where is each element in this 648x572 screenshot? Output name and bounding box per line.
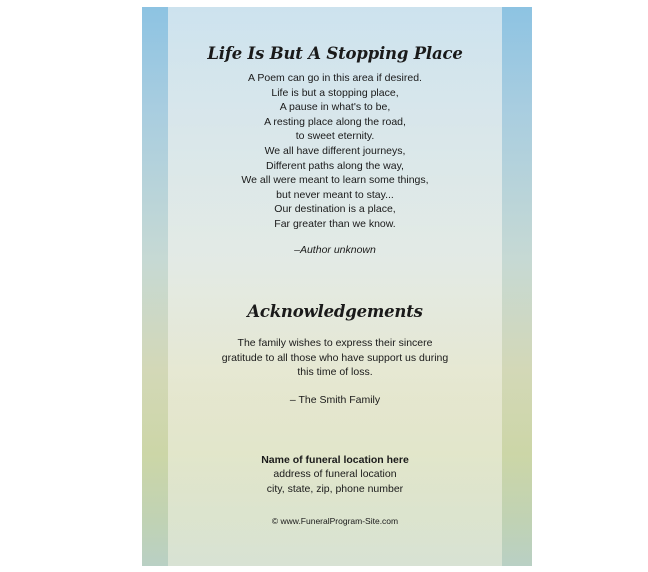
poem-body xyxy=(168,71,502,232)
location-name: Name of funeral location here xyxy=(261,454,409,466)
family-signature: – The Smith Family xyxy=(289,394,381,406)
acknowledgements-line: this time of loss. xyxy=(297,366,373,379)
program-page xyxy=(142,7,532,566)
poem-line: Life is but a stopping place, xyxy=(271,86,399,99)
poem-line: We all have different journeys, xyxy=(264,144,406,157)
poem-line: Our destination is a place, xyxy=(274,203,396,216)
poem-author: –Author unknown xyxy=(294,244,376,256)
acknowledgements-title: Acknowledgements xyxy=(247,302,423,321)
poem-line: A Poem can go in this area if desired. xyxy=(248,72,422,84)
poem-line: Different paths along the way, xyxy=(266,159,404,172)
poem-line: A resting place along the road, xyxy=(264,115,406,128)
poem-line: to sweet eternity. xyxy=(295,130,375,143)
acknowledgements-line: The family wishes to express their sincere xyxy=(237,337,433,349)
copyright-notice: © www.FuneralProgram-Site.com xyxy=(271,516,399,526)
acknowledgements-line: gratitude to all those who have support us during xyxy=(221,351,449,364)
poem-line: Far greater than we know. xyxy=(274,217,396,230)
poem-line: We all were meant to learn some things, xyxy=(241,174,429,187)
poem-line: but never meant to stay... xyxy=(276,188,394,201)
poem-line: A pause in what's to be, xyxy=(279,101,391,114)
location-city-line: city, state, zip, phone number xyxy=(266,482,404,495)
funeral-location xyxy=(168,453,502,496)
poem-title: Life Is But A Stopping Place xyxy=(207,44,463,63)
acknowledgements-body xyxy=(168,336,502,380)
text-panel xyxy=(168,7,502,566)
location-address: address of funeral location xyxy=(273,468,397,481)
